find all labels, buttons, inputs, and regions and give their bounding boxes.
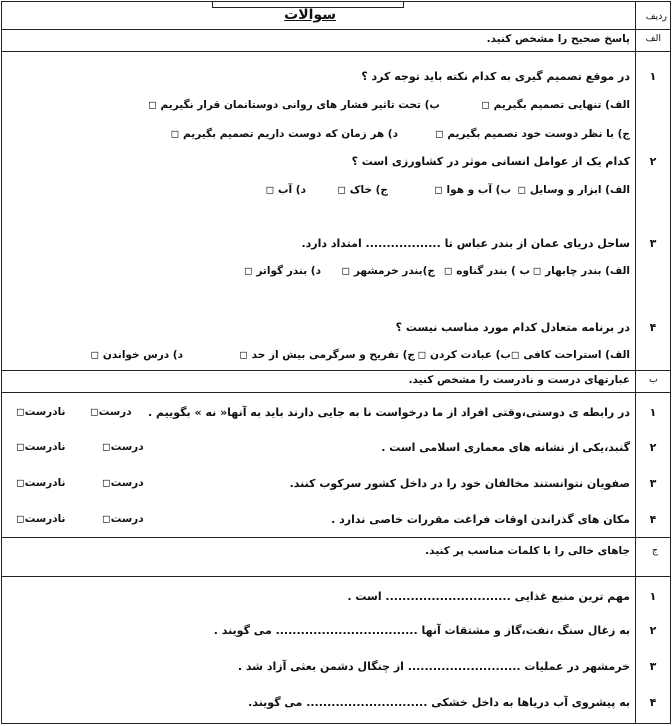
false-option[interactable]: نادرست◻	[16, 441, 66, 453]
question-number: ۴	[649, 321, 657, 334]
section-be-header	[2, 370, 670, 393]
option[interactable]: ب) تحت تاثیر فشار های روانی دوستانمان قرار نگیریم ◻	[148, 99, 440, 111]
true-option[interactable]: درست◻	[102, 513, 144, 525]
section-jim-label: ج	[651, 545, 658, 556]
statement-text: مکان های گذراندن اوقات فراغت مقررات خاصی ندارد .	[331, 513, 630, 526]
option[interactable]: الف) تنهایی تصمیم بگیریم ◻	[481, 99, 630, 111]
option[interactable]: د) بندر گواتر ◻	[244, 265, 321, 277]
section-be-label: ب	[649, 374, 658, 385]
false-option[interactable]: نادرست◻	[16, 406, 66, 418]
true-option[interactable]: درست◻	[102, 441, 144, 453]
option[interactable]: د) هر زمان که دوست داریم تصمیم بگیریم ◻	[170, 128, 398, 140]
section-be-body	[2, 392, 670, 538]
section-be-instruction: عبارتهای درست و نادرست را مشخص کنید.	[408, 374, 630, 386]
option[interactable]: الف) ابزار و وسایل ◻	[517, 184, 630, 196]
option[interactable]: ب) عبادت کردن ◻	[417, 349, 511, 361]
question-number: ۲	[649, 624, 657, 637]
true-option[interactable]: درست◻	[102, 477, 144, 489]
header-row	[2, 2, 670, 30]
statement-number: ۱	[649, 406, 657, 419]
statement-text: گنبد،یکی از نشانه های معماری اسلامی است .	[381, 441, 630, 454]
option[interactable]: الف) بندر چابهار ◻	[532, 265, 630, 277]
page-title: سوالات	[284, 7, 336, 23]
question-number: ۳	[649, 237, 657, 250]
statement-number: ۳	[649, 477, 657, 490]
fill-in-blank-question[interactable]: به پیشروی آب دریاها به داخل خشکی ............................. می گویند.	[248, 696, 630, 709]
option[interactable]: ب) آب و هوا ◻	[434, 184, 511, 196]
question-number: ۳	[649, 660, 657, 673]
fill-in-blank-question[interactable]: خرمشهر در عملیات ........................... از چنگال دشمن بعثی آزاد شد .	[237, 660, 630, 673]
option[interactable]: ج) خاک ◻	[337, 184, 388, 196]
section-alef-header	[2, 29, 670, 52]
section-alef-label: الف	[645, 33, 661, 44]
option[interactable]: د) درس خواندن ◻	[90, 349, 183, 361]
question-text: ساحل دریای عمان از بندر عباس تا .................. امتداد دارد.	[301, 237, 630, 250]
false-option[interactable]: نادرست◻	[16, 477, 66, 489]
section-jim-body	[2, 576, 670, 724]
exam-page	[1, 1, 671, 724]
statement-text: صفویان نتوانستند مخالفان خود را در داخل کشور سرکوب کنند.	[289, 477, 630, 490]
option[interactable]: ج)بندر خرمشهر ◻	[341, 265, 435, 277]
question-text: در موقع تصمیم گیری به کدام نکته باید توجه کرد ؟	[361, 70, 630, 83]
radif-label: ردیف	[645, 11, 667, 22]
question-number: ۱	[649, 590, 657, 603]
option[interactable]: د) آب ◻	[265, 184, 306, 196]
statement-text: در رابطه ی دوستی،وقتی افراد از ما درخواست نا به جایی دارند باید به آنها« نه » بگوییم .	[148, 406, 630, 419]
option[interactable]: ج) با نظر دوست خود تصمیم بگیریم ◻	[434, 128, 630, 140]
section-jim-instruction: جاهای خالی را با کلمات مناسب پر کنید.	[425, 545, 630, 557]
section-alef-body	[2, 51, 670, 371]
radif-column	[635, 2, 670, 29]
section-jim-header	[2, 537, 670, 577]
question-number: ۱	[649, 70, 657, 83]
question-text: در برنامه متعادل کدام مورد مناسب نیست ؟	[395, 321, 630, 334]
fill-in-blank-question[interactable]: مهم ترین منبع غذایی .............................. است .	[347, 590, 630, 603]
option[interactable]: الف) استراحت کافی ◻	[510, 349, 630, 361]
question-number: ۲	[649, 155, 657, 168]
question-text: کدام یک از عوامل انسانی موثر در کشاورزی است ؟	[351, 155, 630, 168]
option[interactable]: ج) تفریح و سرگرمی بیش از حد ◻	[239, 349, 415, 361]
statement-number: ۴	[649, 513, 657, 526]
true-option[interactable]: درست◻	[90, 406, 132, 418]
option[interactable]: ب ) بندر گناوه ◻	[443, 265, 530, 277]
statement-number: ۲	[649, 441, 657, 454]
false-option[interactable]: نادرست◻	[16, 513, 66, 525]
fill-in-blank-question[interactable]: به زغال سنگ ،نفت،گاز و مشتقات آنها .................................. می گویند .	[213, 624, 630, 637]
question-number: ۴	[649, 696, 657, 709]
section-alef-instruction: پاسخ صحیح را مشخص کنید.	[486, 33, 630, 45]
